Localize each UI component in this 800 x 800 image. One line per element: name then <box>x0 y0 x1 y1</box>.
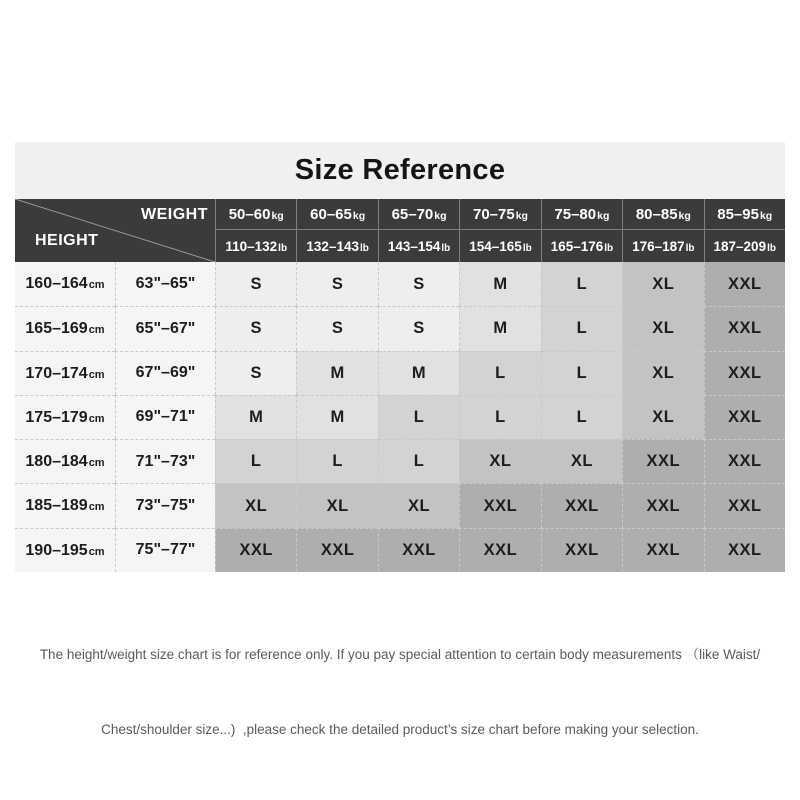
size-cell: XL <box>459 439 540 483</box>
size-cell: L <box>541 395 622 439</box>
height-inch-cell: 63"–65" <box>115 262 215 306</box>
size-cell: S <box>296 262 377 306</box>
weight-kg-value: 80–85 <box>635 206 678 223</box>
weight-kg-value: 50–60 <box>228 206 271 223</box>
weight-lb-value: 165–176 <box>550 239 604 254</box>
weight-column <box>378 199 459 262</box>
height-cm-cell <box>15 262 115 306</box>
weight-kg-unit: kg <box>352 210 366 222</box>
chart-title: Size Reference <box>294 154 506 186</box>
weight-lb-value: 187–209 <box>713 239 767 254</box>
height-cm-unit: cm <box>88 457 105 470</box>
size-cell: L <box>541 306 622 350</box>
size-cell: XL <box>622 395 703 439</box>
weight-kg-cell <box>216 199 296 230</box>
size-cell: XXL <box>704 439 785 483</box>
weight-lb-cell <box>379 230 459 262</box>
size-cell: S <box>215 262 296 306</box>
weight-column <box>622 199 703 262</box>
table-header <box>15 199 785 262</box>
weight-lb-value: 143–154 <box>387 239 441 254</box>
weight-columns <box>215 199 785 262</box>
size-cell: L <box>459 395 540 439</box>
footer-note <box>0 592 800 792</box>
weight-kg-unit: kg <box>271 210 284 222</box>
size-cell: XL <box>541 439 622 483</box>
weight-lb-cell <box>542 230 622 262</box>
weight-lb-cell <box>460 230 540 262</box>
footer-line-2: Chest/shoulder size...) ,please check the detailed product’s size chart before making your selection. <box>101 722 699 737</box>
height-cm-cell <box>15 306 115 350</box>
height-cm-value: 190–195 <box>25 541 88 559</box>
height-inch-cell: 73"–75" <box>115 483 215 527</box>
size-cell: XXL <box>704 351 785 395</box>
size-cell: XXL <box>541 528 622 572</box>
table-row <box>15 439 785 483</box>
weight-column <box>459 199 540 262</box>
size-cell: L <box>541 262 622 306</box>
size-reference-chart <box>15 142 785 572</box>
height-cm-cell <box>15 395 115 439</box>
weight-lb-unit: lb <box>685 243 695 254</box>
axis-corner-cell <box>15 199 215 262</box>
height-cm-value: 185–189 <box>25 497 88 515</box>
table-row <box>15 528 785 572</box>
size-cell: S <box>215 351 296 395</box>
height-cm-cell <box>15 528 115 572</box>
size-cell: S <box>215 306 296 350</box>
height-axis-label: HEIGHT <box>35 232 99 249</box>
weight-axis-label: WEIGHT <box>141 206 208 223</box>
weight-lb-unit: lb <box>441 243 451 254</box>
size-cell: XXL <box>378 528 459 572</box>
size-cell: M <box>459 262 540 306</box>
weight-lb-cell <box>705 230 785 262</box>
weight-kg-value: 85–95 <box>717 206 759 223</box>
table-row <box>15 483 785 527</box>
height-cm-unit: cm <box>88 412 105 425</box>
size-cell: L <box>378 395 459 439</box>
weight-kg-cell <box>705 199 785 230</box>
size-cell: M <box>296 351 377 395</box>
weight-kg-unit: kg <box>434 210 447 222</box>
weight-lb-unit: lb <box>522 243 532 254</box>
height-cm-value: 165–169 <box>25 320 88 338</box>
weight-kg-unit: kg <box>759 210 773 222</box>
weight-lb-cell <box>623 230 703 262</box>
weight-kg-unit: kg <box>678 210 691 222</box>
size-cell: L <box>459 351 540 395</box>
height-inch-cell: 69"–71" <box>115 395 215 439</box>
table-row <box>15 395 785 439</box>
size-cell: S <box>378 262 459 306</box>
size-cell: M <box>378 351 459 395</box>
weight-column <box>296 199 377 262</box>
size-cell: XXL <box>459 483 540 527</box>
weight-kg-value: 60–65 <box>310 206 352 223</box>
footer-line-1: The height/weight size chart is for reference only. If you pay special attention to certain body measurements （like Waist/ <box>39 647 761 662</box>
size-cell: XXL <box>622 439 703 483</box>
size-cell: S <box>378 306 459 350</box>
size-cell: XXL <box>704 395 785 439</box>
size-cell: L <box>296 439 377 483</box>
table-row <box>15 262 785 306</box>
size-cell: XXL <box>296 528 377 572</box>
height-inch-cell: 75"–77" <box>115 528 215 572</box>
weight-kg-value: 75–80 <box>554 206 597 223</box>
weight-lb-unit: lb <box>604 243 614 254</box>
weight-column <box>541 199 622 262</box>
weight-lb-value: 110–132 <box>225 239 278 254</box>
size-cell: XXL <box>541 483 622 527</box>
size-cell: XXL <box>704 483 785 527</box>
weight-lb-cell <box>216 230 296 262</box>
weight-lb-unit: lb <box>278 243 288 254</box>
weight-lb-value: 154–165 <box>469 239 522 254</box>
weight-kg-cell <box>379 199 459 230</box>
weight-kg-cell <box>460 199 540 230</box>
table-row <box>15 306 785 350</box>
weight-lb-unit: lb <box>359 243 369 254</box>
size-cell: XXL <box>622 483 703 527</box>
height-cm-unit: cm <box>88 545 105 558</box>
height-inch-cell: 65"–67" <box>115 306 215 350</box>
size-cell: XL <box>622 306 703 350</box>
height-cm-cell <box>15 439 115 483</box>
height-cm-unit: cm <box>88 501 105 514</box>
size-cell: S <box>296 306 377 350</box>
size-cell: L <box>541 351 622 395</box>
height-cm-unit: cm <box>88 368 105 381</box>
size-cell: XXL <box>459 528 540 572</box>
weight-kg-value: 65–70 <box>391 206 434 223</box>
weight-kg-cell <box>623 199 703 230</box>
weight-lb-cell <box>297 230 377 262</box>
size-cell: M <box>215 395 296 439</box>
weight-column <box>215 199 296 262</box>
size-cell: M <box>296 395 377 439</box>
chart-title-bar <box>15 142 785 199</box>
table-body <box>15 262 785 572</box>
size-cell: XXL <box>704 306 785 350</box>
size-cell: XXL <box>215 528 296 572</box>
size-cell: XXL <box>622 528 703 572</box>
size-cell: XL <box>622 262 703 306</box>
size-cell: M <box>459 306 540 350</box>
height-cm-cell <box>15 351 115 395</box>
size-cell: L <box>378 439 459 483</box>
weight-kg-unit: kg <box>597 210 610 222</box>
height-cm-value: 170–174 <box>25 364 88 382</box>
height-cm-value: 160–164 <box>25 275 88 292</box>
weight-lb-unit: lb <box>767 243 776 254</box>
weight-kg-value: 70–75 <box>472 206 515 223</box>
size-cell: XL <box>296 483 377 527</box>
size-cell: XL <box>215 483 296 527</box>
size-cell: XXL <box>704 262 785 306</box>
weight-kg-cell <box>297 199 377 230</box>
size-cell: L <box>215 439 296 483</box>
height-cm-unit: cm <box>88 324 105 337</box>
size-cell: XL <box>378 483 459 527</box>
weight-lb-value: 176–187 <box>632 239 685 254</box>
weight-column <box>704 199 785 262</box>
weight-lb-value: 132–143 <box>306 239 359 254</box>
size-cell: XXL <box>704 528 785 572</box>
table-row <box>15 351 785 395</box>
height-inch-cell: 71"–73" <box>115 439 215 483</box>
height-inch-cell: 67"–69" <box>115 351 215 395</box>
height-cm-unit: cm <box>88 279 105 291</box>
height-cm-cell <box>15 483 115 527</box>
weight-kg-unit: kg <box>515 210 528 222</box>
height-cm-value: 180–184 <box>25 453 88 471</box>
weight-kg-cell <box>542 199 622 230</box>
height-cm-value: 175–179 <box>25 408 88 426</box>
size-cell: XL <box>622 351 703 395</box>
